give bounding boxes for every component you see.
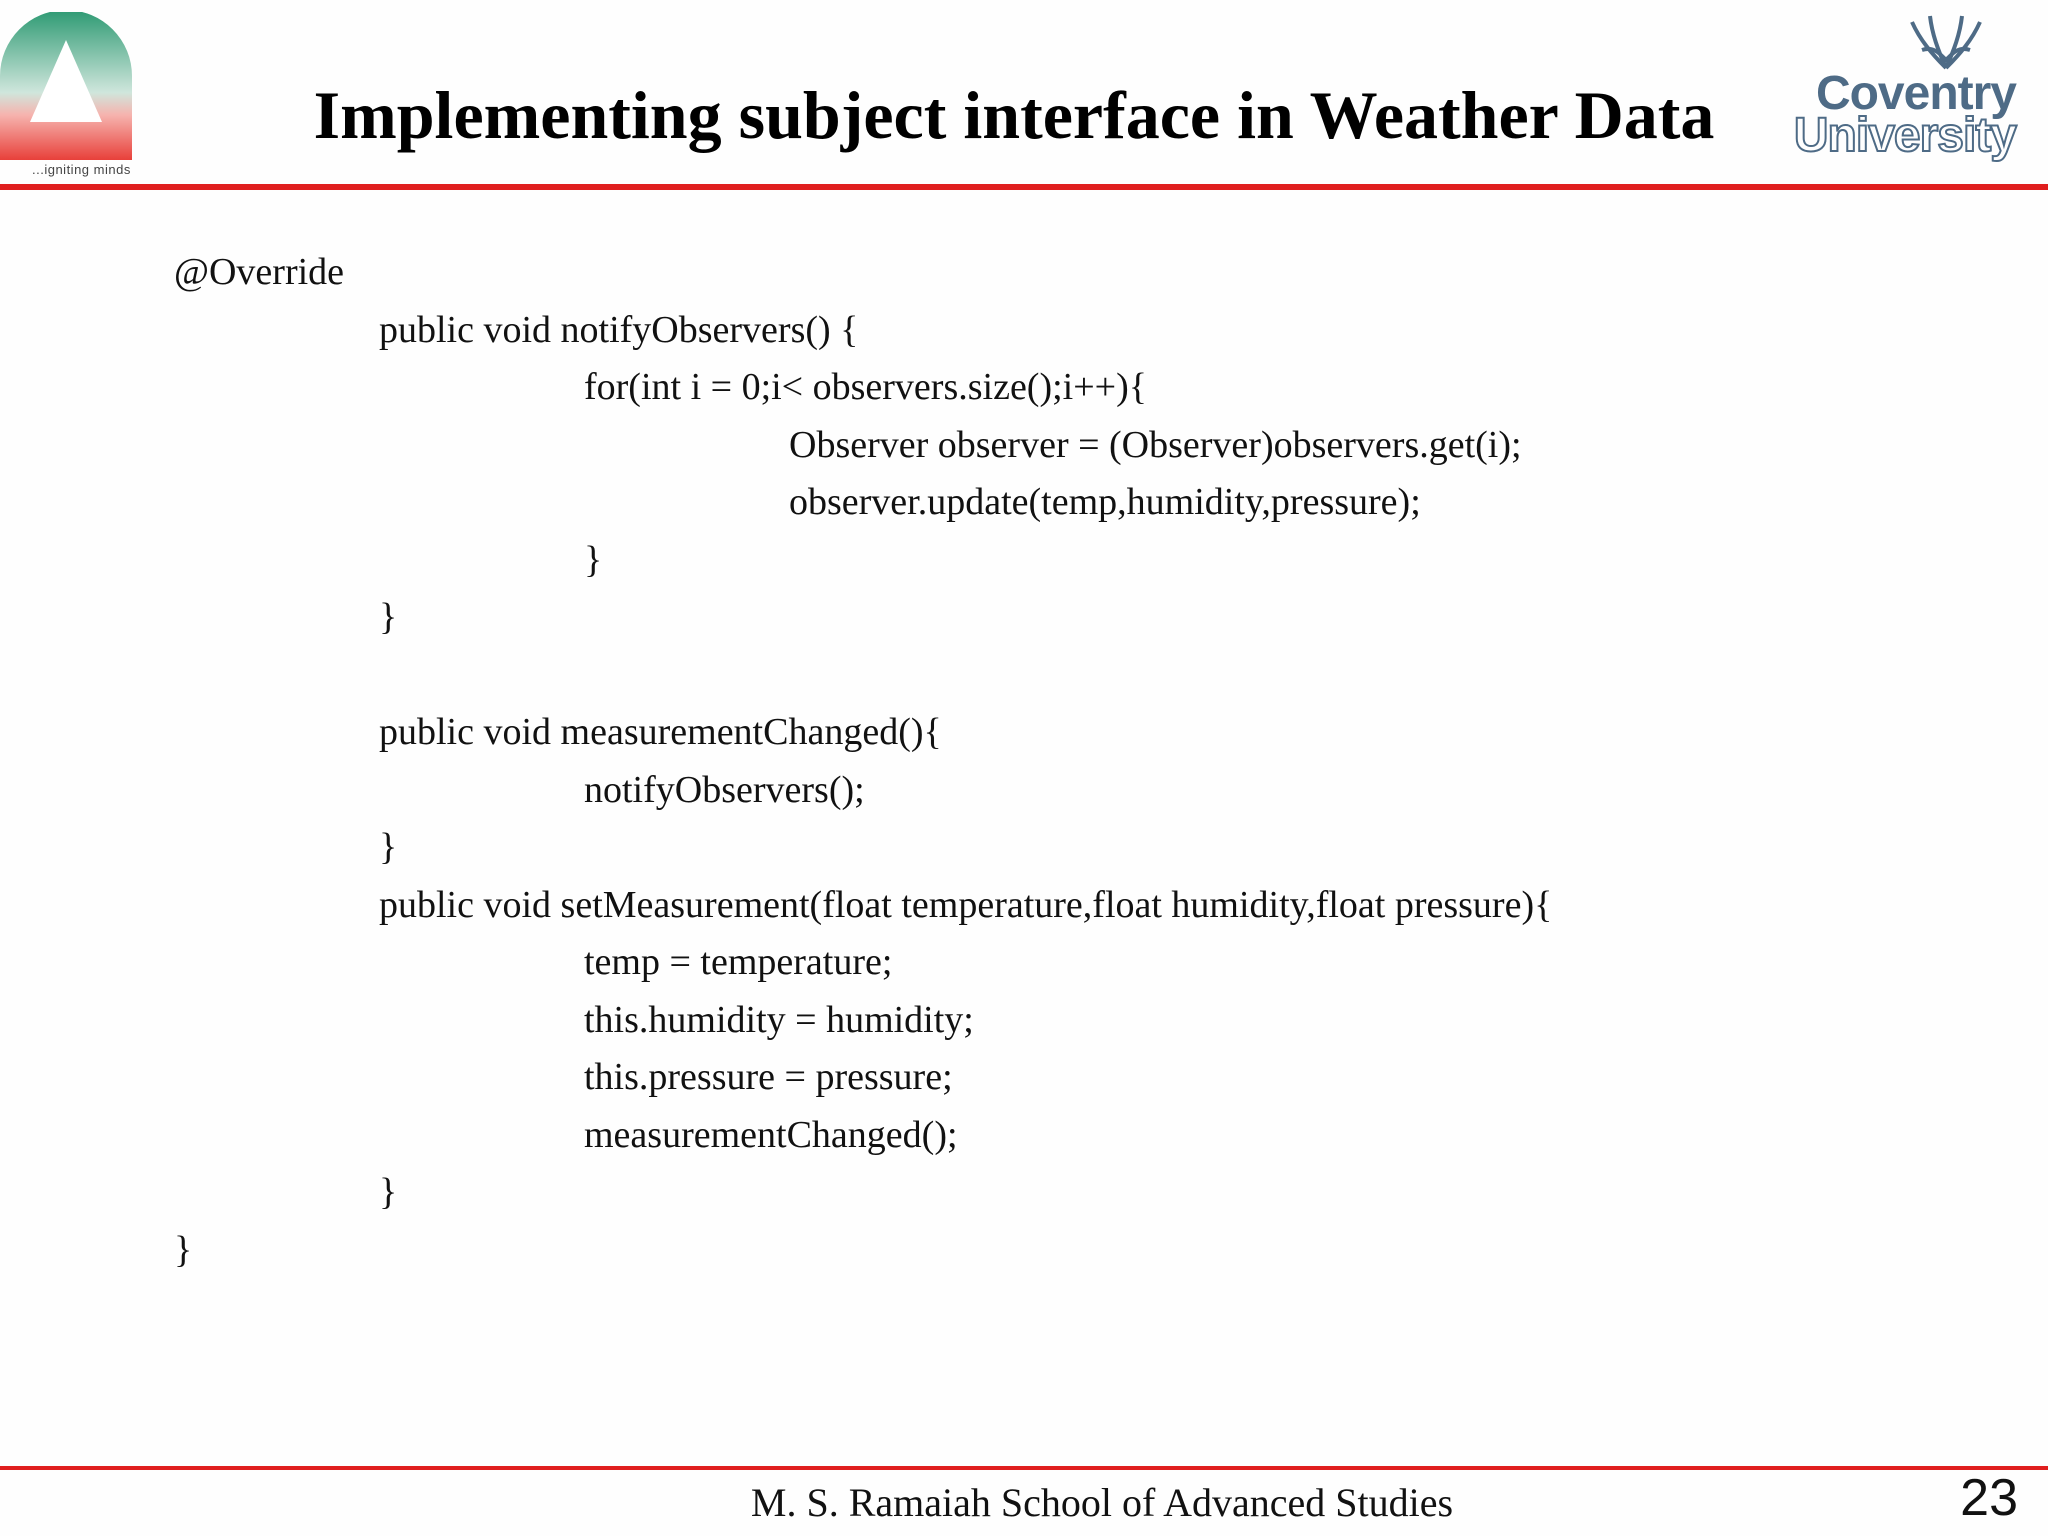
code-line: notifyObservers();	[584, 768, 865, 811]
page-number: 23	[1960, 1469, 2018, 1527]
slide-title: Implementing subject interface in Weather Data	[313, 77, 1715, 153]
university-logo	[1793, 10, 2030, 162]
header-divider	[0, 184, 2048, 190]
logo-tagline: ...igniting minds	[32, 162, 131, 177]
university-name-line1: Coventry	[1815, 67, 2016, 120]
code-line: @Override	[174, 251, 345, 293]
code-line: public void setMeasurement(float temperature,float humidity,float pressure){	[379, 883, 1553, 926]
code-line: }	[379, 596, 398, 638]
university-name-line2: University	[1793, 109, 2016, 162]
code-line: observer.update(temp,humidity,pressure);	[789, 481, 1421, 523]
footer-institution: M. S. Ramaiah School of Advanced Studies	[750, 1480, 1454, 1525]
code-line: Observer observer = (Observer)observers.get(i);	[789, 423, 1522, 466]
triangle-emblem-icon	[0, 12, 168, 162]
code-line: }	[379, 826, 398, 868]
university-crest-icon	[1902, 10, 1990, 72]
footer-divider	[0, 1466, 2048, 1470]
code-line: public void measurementChanged(){	[379, 711, 942, 753]
code-line: public void notifyObservers() {	[379, 308, 859, 351]
code-line: for(int i = 0;i< observers.size();i++){	[584, 366, 1147, 408]
code-line: this.pressure = pressure;	[584, 1056, 953, 1098]
code-line: measurementChanged();	[584, 1113, 958, 1156]
institution-logo	[0, 12, 168, 180]
code-line: }	[174, 1228, 193, 1271]
code-line: }	[584, 538, 603, 581]
code-line: this.humidity = humidity;	[584, 998, 974, 1041]
code-line: }	[379, 1171, 398, 1213]
code-line: temp = temperature;	[584, 941, 893, 983]
